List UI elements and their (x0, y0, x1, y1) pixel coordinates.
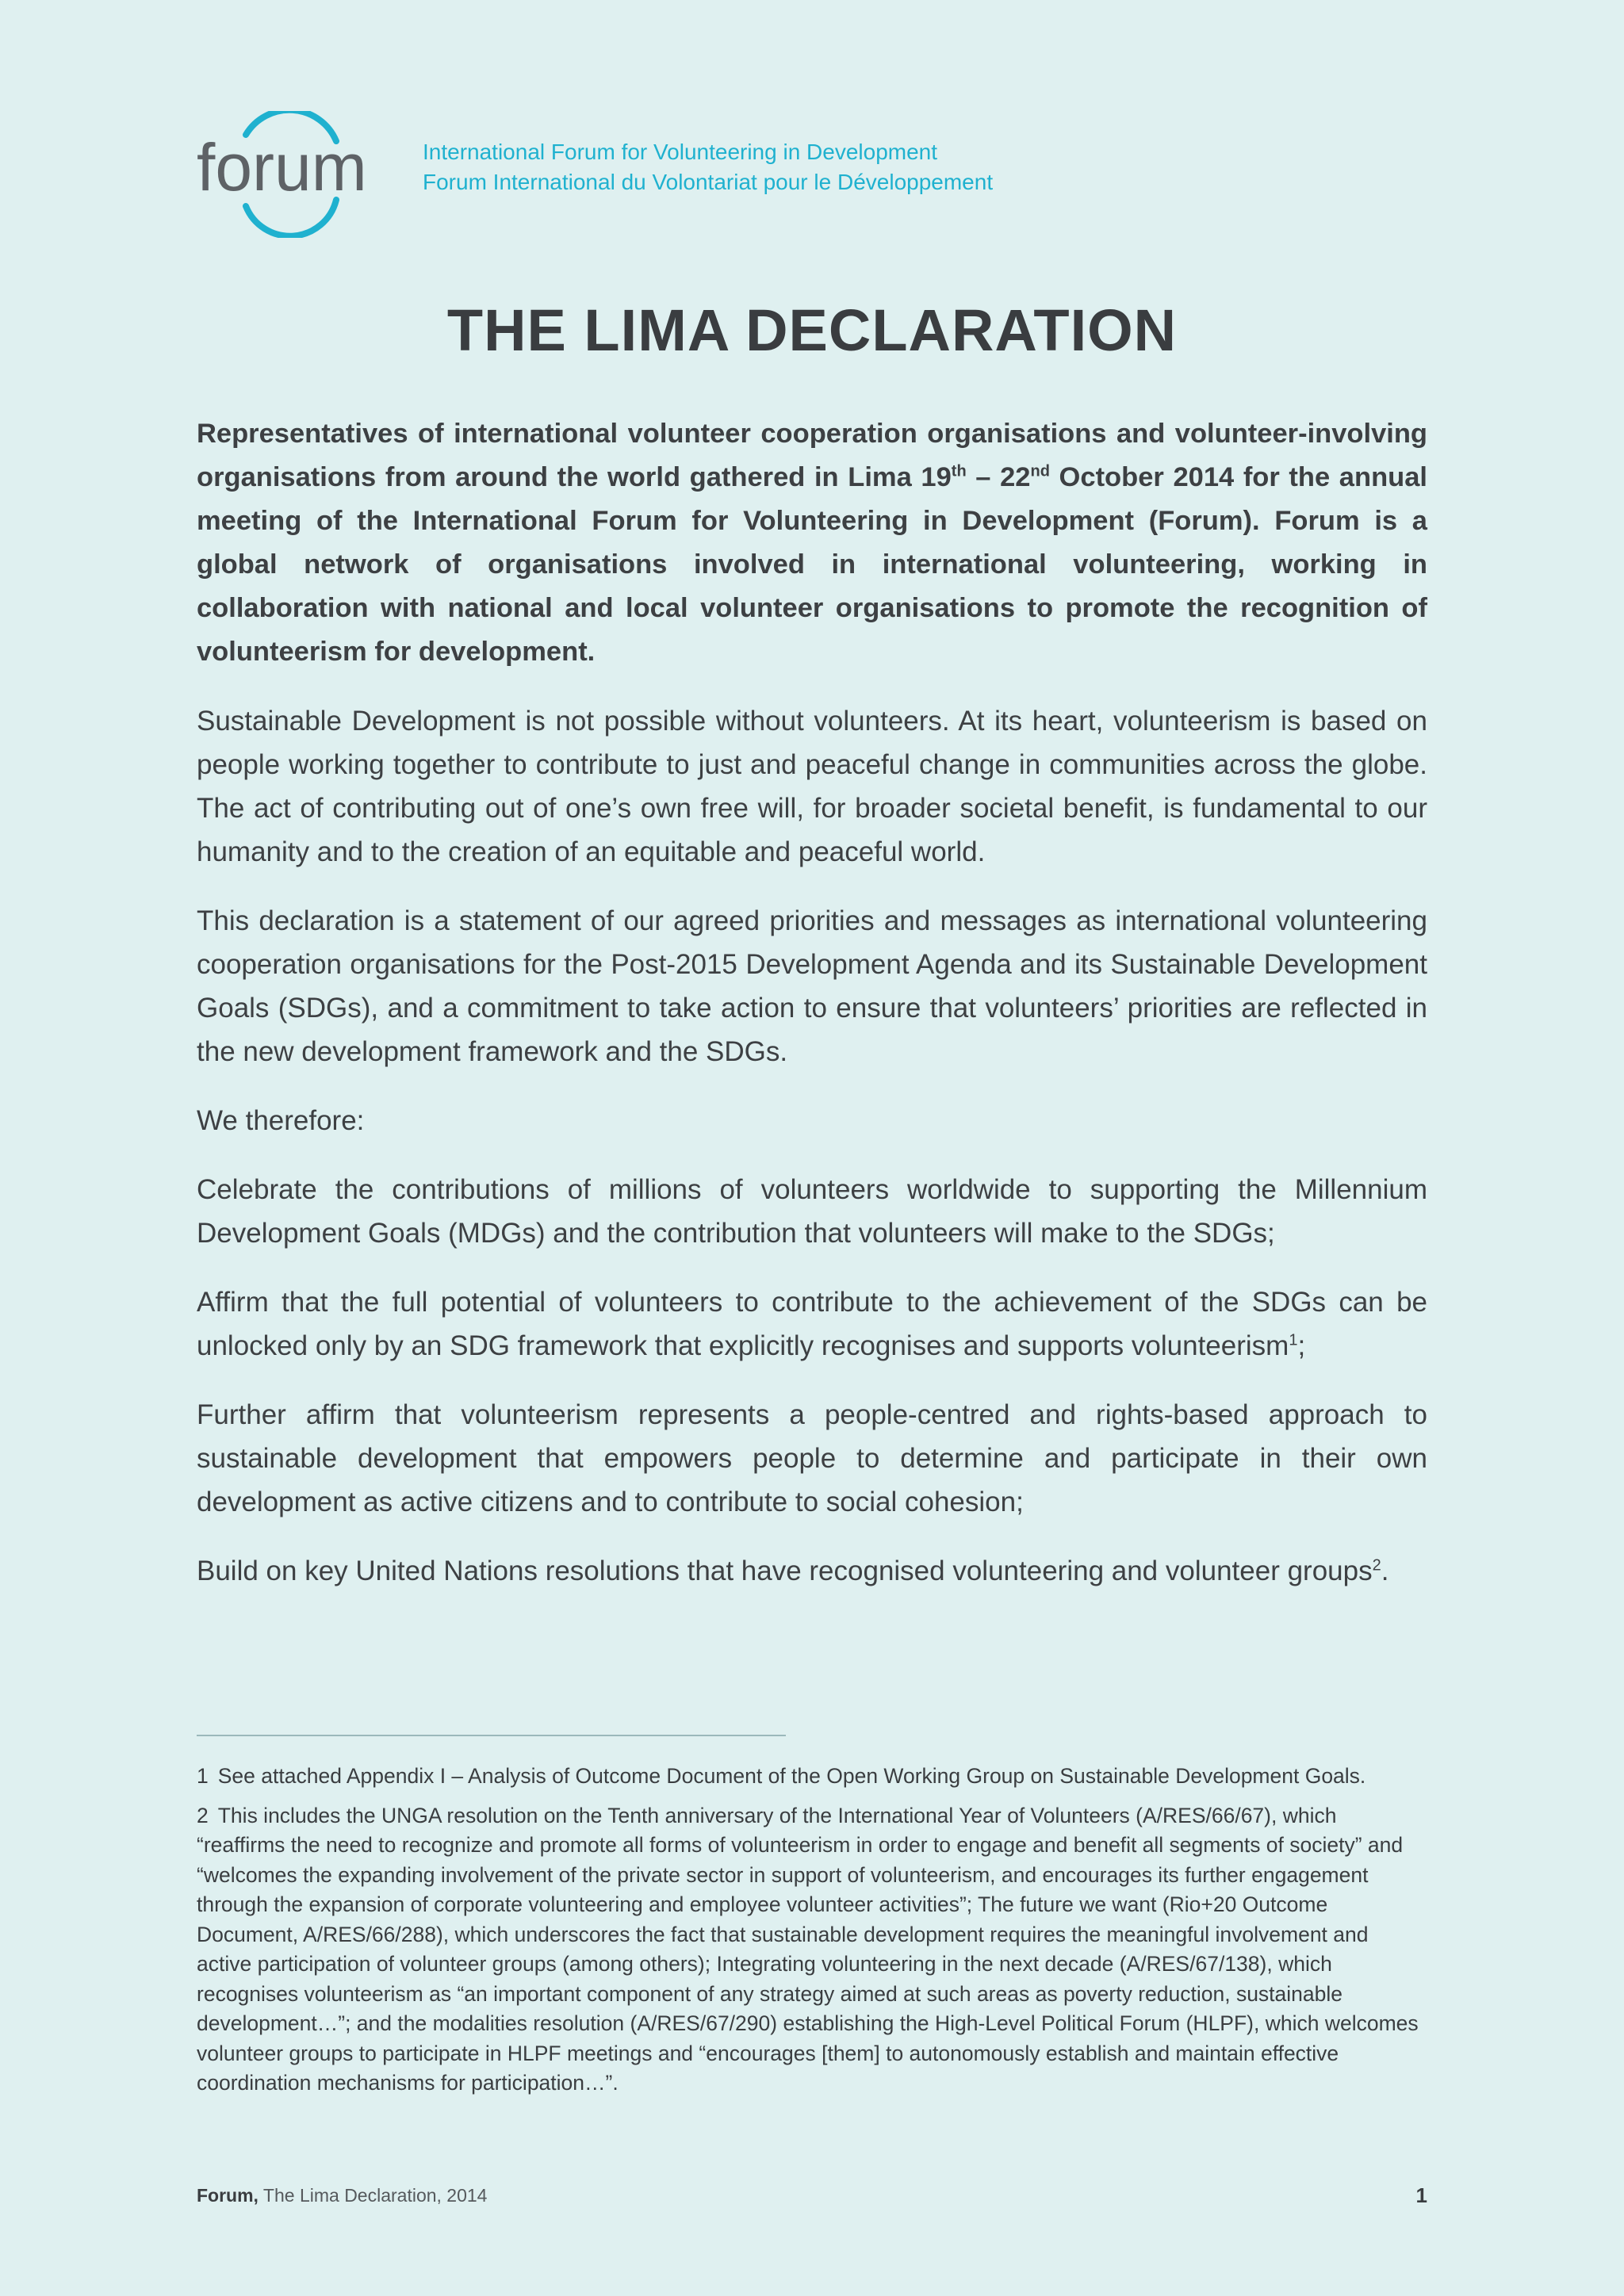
intro-paragraph (197, 412, 1427, 674)
intro-sup-nd: nd (1030, 462, 1050, 480)
intro-text-1: Representatives of international volunteer cooperation organisations and volunteer-involving organisations from around the world gathered in Lima 19 (197, 419, 1427, 492)
footnote-2 (197, 1801, 1427, 2099)
footnote-divider (197, 1735, 786, 1736)
paragraph-sustainable-development: Sustainable Development is not possible without volunteers. At its heart, volunteerism is based on people working together to contribute to just and peaceful change in communities across the globe. The act of contributing out of one’s own free will, for broader societal benefit, is fundamental to our humanity and to the creation of an equitable and peaceful world. (197, 706, 1427, 867)
footnote-number: 2 (197, 1803, 209, 1827)
footnote-ref-2[interactable]: 2 (1372, 1556, 1381, 1575)
footnote-ref-1[interactable]: 1 (1289, 1331, 1298, 1349)
main-content (197, 412, 1427, 1618)
footer-org: Forum, (197, 2185, 259, 2206)
forum-logo (197, 111, 387, 238)
affirm-end: ; (1297, 1330, 1306, 1361)
org-names (423, 137, 993, 197)
paragraph-affirm (197, 1280, 1427, 1368)
org-name-en: International Forum for Volunteering in Development (423, 140, 938, 164)
footnote-1 (197, 1762, 1427, 1792)
affirm-text: Affirm that the full potential of volunteers to contribute to the achievement of the SDGs can be unlocked only by an SDG framework that explicitly recognises and supports volunteerism (197, 1287, 1427, 1361)
intro-text-2: – 22 (966, 462, 1031, 492)
footnote-text: This includes the UNGA resolution on the Tenth anniversary of the International Year of Volunteers (A/RES/66/67), which “reaffirms the need to recognize and promote all forms of volunteerism in order to engage and benefit all segments of society” and “welcomes the expanding involvement of the private sector in support of volunteerism, and encourages its further engagement through the expansion of corporate volunteering and employee volunteer activities”; The future we want (Rio+20 Outcome Document, A/RES/66/288), which underscores the fact that sustainable development requires the meaningful involvement and active participation of volunteer groups (among others); Integrating volunteering in the next decade (A/RES/67/138), which recognises volunteerism as “an important component of any strategy aimed at such areas as poverty reduction, sustainable development…”; and the modalities resolution (A/RES/67/290) establishing the High-Level Political Forum (HLPF), which welcomes volunteer groups to participate in HLPF meetings and “encourages [them] to autonomously establish and maintain effective coordination mechanisms for participation…”. (197, 1803, 1419, 2095)
paragraph-celebrate: Celebrate the contributions of millions of volunteers worldwide to supporting the Millennium Development Goals (MDGs) and the contribution that volunteers will make to the SDGs; (197, 1174, 1427, 1249)
page-title: THE LIMA DECLARATION (446, 297, 1178, 363)
footer-doc: The Lima Declaration, 2014 (258, 2185, 488, 2206)
paragraph-declaration-statement: This declaration is a statement of our agreed priorities and messages as international volunteering cooperation organisations for the Post-2015 Development Agenda and its Sustainable Development Goals (SDGs), and a commitment to take action to ensure that volunteers’ priorities are reflected in the new development framework and the SDGs. (197, 905, 1427, 1067)
intro-text-3: October 2014 for the annual meeting of the International Forum for Volunteering in Development (Forum). Forum is a global network of organisations involved in international volunteering, working in collaboration with national and local volunteer organisations to promote the recognition of volunteerism for development. (197, 462, 1427, 667)
footnote-text: See attached Appendix I – Analysis of Outcome Document of the Open Working Group on Sustainable Development Goals. (217, 1764, 1366, 1788)
paragraph-build-on (197, 1549, 1427, 1593)
org-name-fr: Forum International du Volontariat pour le Développement (423, 170, 994, 194)
footer-citation (197, 2185, 487, 2206)
paragraph-we-therefore: We therefore: (197, 1105, 365, 1136)
page-number: 1 (1415, 2183, 1427, 2207)
intro-sup-th: th (951, 462, 967, 480)
footnotes (197, 1762, 1427, 2108)
paragraph-further-affirm: Further affirm that volunteerism represents a people-centred and rights-based approach to sustainable development that empowers people to determine and participate in their own development as active citizens and to contribute to social cohesion; (197, 1399, 1427, 1517)
logo-text: forum (197, 130, 367, 205)
build-on-end: . (1381, 1556, 1389, 1586)
build-on-text: Build on key United Nations resolutions that have recognised volunteering and volunteer groups (197, 1556, 1373, 1586)
footnote-number: 1 (197, 1764, 209, 1788)
